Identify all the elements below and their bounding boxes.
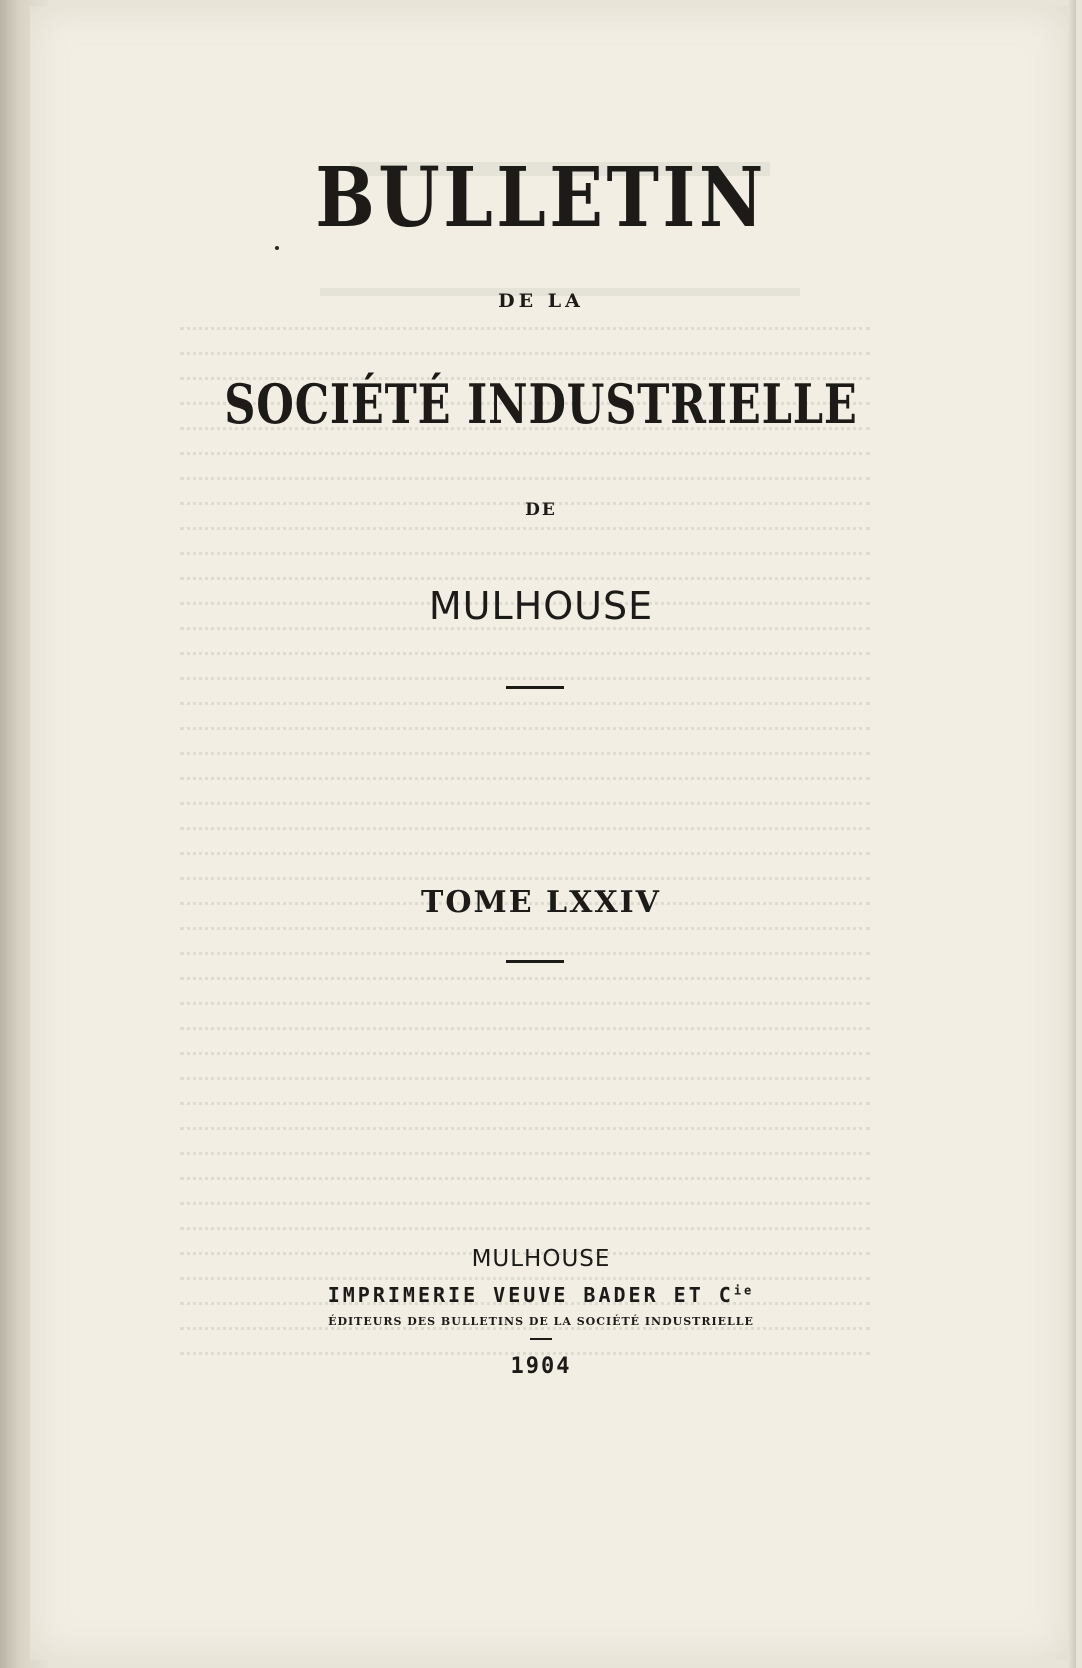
printer-name <box>0 1283 1082 1307</box>
page-edge <box>1068 0 1076 1668</box>
subtitle-de-la: DE LA <box>498 290 584 312</box>
printer-name-text: IMPRIMERIE VEUVE BADER ET C <box>327 1283 734 1307</box>
bleed-lines <box>180 311 870 1361</box>
publisher-note: ÉDITEURS DES BULLETINS DE LA SOCIÉTÉ INDUSTRIELLE <box>328 1315 754 1328</box>
printer-name-superscript: ie <box>733 1283 755 1298</box>
imprint-city: MULHOUSE <box>471 1246 611 1272</box>
divider-rule <box>506 686 564 689</box>
show-through-text <box>30 6 1068 1660</box>
publication-year: 1904 <box>510 1354 572 1379</box>
ink-speck <box>275 246 279 250</box>
city-name: MULHOUSE <box>428 584 654 628</box>
society-name: SOCIÉTÉ INDUSTRIELLE <box>224 372 858 436</box>
title-page <box>30 6 1070 1660</box>
volume-number: TOME LXXIV <box>421 885 661 920</box>
imprint-dash <box>530 1338 552 1340</box>
bulletin-title: BULLETIN <box>315 150 767 246</box>
divider-rule <box>506 960 564 963</box>
subtitle-de: DE <box>525 500 557 520</box>
